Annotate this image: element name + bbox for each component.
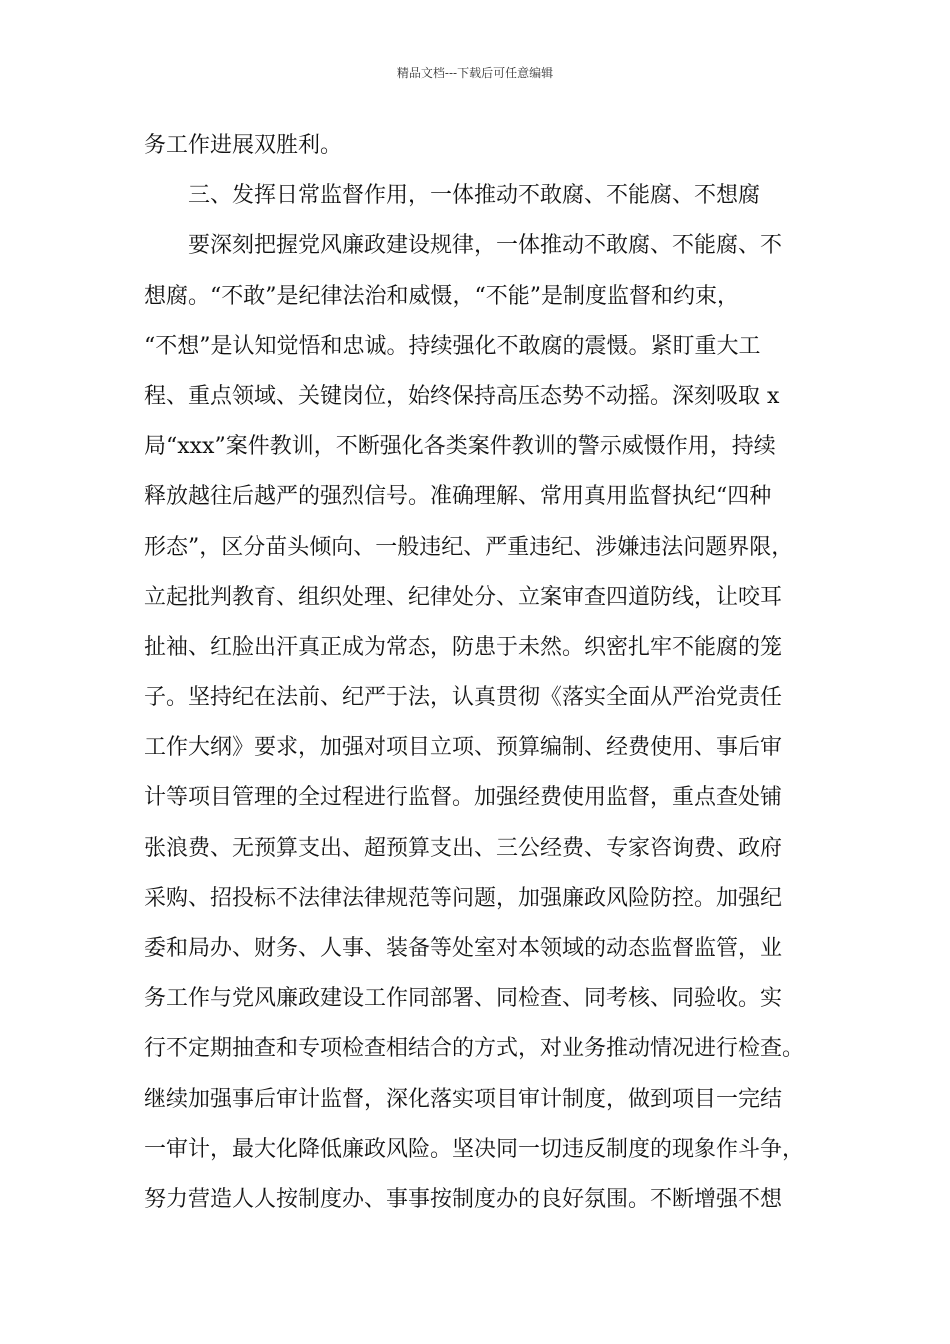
text-line: 行不定期抽查和专项检查相结合的方式，对业务推动情况进行检查。 [144, 1036, 805, 1062]
text-line: 计等项目管理的全过程进行监督。加强经费使用监督，重点查处铺 [144, 785, 783, 811]
text-line: 扯袖、红脸出汗真正成为常态，防患于未然。织密扎牢不能腐的笼 [144, 634, 783, 660]
page-header: 精品文档---下载后可任意编辑 [396, 66, 554, 80]
text-line: 努力营造人人按制度办、事事按制度办的良好氛围。不断增强不想 [144, 1186, 783, 1212]
body-text [144, 121, 824, 1225]
text-line: 一审计，最大化降低廉政风险。坚决同一切违反制度的现象作斗争， [144, 1136, 805, 1162]
text-line: 务工作与党风廉政建设工作同部署、同检查、同考核、同验收。实 [144, 986, 783, 1012]
text-line: 子。坚持纪在法前、纪严于法，认真贯彻《落实全面从严治党责任 [144, 685, 783, 711]
text-line: 委和局办、财务、人事、装备等处室对本领域的动态监督监管，业 [144, 936, 783, 961]
section-heading: 三、发挥日常监督作用，一体推动不敢腐、不能腐、不想腐 [188, 183, 761, 209]
text-line: 继续加强事后审计监督，深化落实项目审计制度，做到项目一完结 [144, 1086, 783, 1112]
text-line: 程、重点领域、关键岗位，始终保持高压态势不动摇。深刻吸取 x [144, 383, 780, 409]
text-line: 想腐。“不敢”是纪律法治和威慑，“不能”是制度监督和约束， [144, 283, 739, 309]
text-line: 工作大纲》要求，加强对项目立项、预算编制、经费使用、事后审 [144, 735, 783, 761]
text-line: 务工作进展双胜利。 [144, 133, 343, 158]
text-line: 要深刻把握党风廉政建设规律，一体推动不敢腐、不能腐、不 [188, 233, 783, 259]
text-line: 释放越往后越严的强烈信号。准确理解、常用真用监督执纪“四种 [144, 484, 772, 510]
text-line: 采购、招投标不法律法律规范等问题，加强廉政风险防控。加强纪 [144, 885, 783, 911]
text-line: 张浪费、无预算支出、超预算支出、三公经费、专家咨询费、政府 [144, 835, 783, 861]
text-line: 形态”，区分苗头倾向、一般违纪、严重违纪、涉嫌违法问题界限， [144, 534, 794, 560]
text-line: “不想”是认知觉悟和忠诚。持续强化不敢腐的震慑。紧盯重大工 [144, 333, 761, 359]
text-line: 立起批判教育、组织处理、纪律处分、立案审查四道防线，让咬耳 [144, 584, 783, 610]
text-line: 局“xxx”案件教训，不断强化各类案件教训的警示威慑作用，持续 [144, 434, 776, 460]
